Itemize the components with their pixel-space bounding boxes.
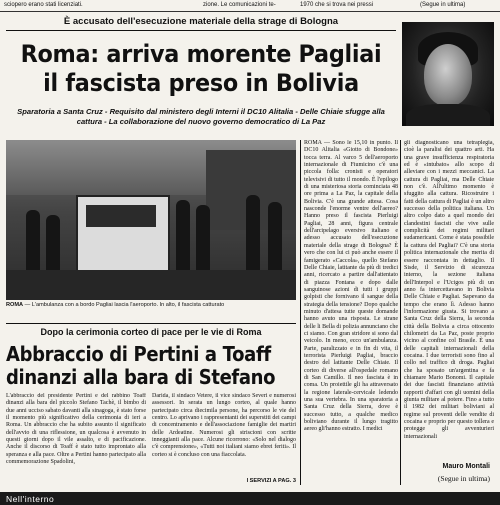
main-article-col2: ROMA — Sono le 15,10 in punto. Il DC10 Alitalia «Giotto di Bondone» tocca terra. Al varco 5 dell'aeroporto internazionale di Fiumicino c'è una piccola folla: cronisti e operatori televisivi di tutto il mondo. È l'epilogo di una misteriosa storia cominciata 48 ore prima a La Paz, la capitale della Bolivia. C'è una grande attesa. Cosa nasconde l'enorme ventre dell'aereo? Hanno preso il fascista Pierluigi Pagliai, 28 anni, figura centrale dell'arcipelago eversivo italiano e adesso accusato dell'esecuzione materiale della strage di Bologna? È vero che con lui ci può anche essere il famigerato «Caccola», quello Stefano Delle Chiaie, latitante da più di tredici anni, ricercato a partire dall'attentato di piazza Fontana e dopo dalle sanguinose azioni di tutti i gruppi golpisti che fornivano il sangue della strategia della tensione? Dopo qualche minuto d'attesa tutte queste domande hanno avuto una risposta. Le strane delle li Bella di polizia annunciano che ci siamo. Con gran stridore si sono dal veicolo. In meno, ecco un'ambulanza. Parte, paralizzato e in fin di vita, il terrorista Pierluigi Pagliai, braccio destro del latitante Delle Chiaie. Il corteo di diverse all'ospedale romano di San Camillo. Il neo fascista è in coma. Un proiettile gli ha attraversato la regione laterale-cervicale ledendo una sua vertebra. In una sparatoria a Santa Cruz della Sierra, dove è successo tutto, a qualche medico boliviano durante il lungo tragitto aereo gli'hanno estratto. I medici [304, 140, 398, 433]
second-article-col1: L'abbraccio del presidente Pertini e del rabbino Toaff dinanzi alla bara del piccolo Stefano Tachè, il bimbo di due anni ucciso sabato davanti alla sinagoga, è stato forse il momento più significativo della cerimonia di ieri a Roma. Un abbraccio che ha subito assunto il significato dell'avvio di una riflessione, un qualcosa è avvenuto in questi giorni dopo il vile assalto, e di pacificazione. Anche il discorso di Toaff è stato tutto improntato alla speranza e alla pace. Oltre a Pertini hanno partecipato alla commemorazione Spadolini, [6, 393, 146, 466]
section-label: Nell'interno [6, 494, 55, 504]
prev-article-tail-center2: 1970 che si trova nei pressi [300, 2, 374, 8]
column-rule-2 [400, 140, 401, 485]
caption-text: — L'ambulanza con a bordo Pagliai lascia l'aeroporto. In alto, il fascista catturato [23, 302, 225, 308]
caption-place: ROMA [6, 302, 24, 308]
main-article-col3: gli diagnosticano una tetraplegia, cioè la paralisi dei quattro arti. Ha una grave insufficienza respiratoria ed è «intubato» allo scopo di alleviare con i mezzi meccanici. La cattura di Pagliai, ma Delle Chiaie non c'è. All'ultimo momento è sfuggito alla cattura. Ricostruire i fatti della cattura di Pagliai è un altro successo della politica italiana. Un altro colpo dato a quel mondo dei clandestini fascisti che vive sulle complicità dei regimi militari sudamericani. Come è stata possibile la cattura del Pagliai? C'è una storia politica internazionale che merita di essere raccontata in dettaglio. Il Sisde, il Servizio di sicurezza interno, la sezione italiana dell'Interpol e l'Ucigos più di un anno fa intercettavano in Bolivia Delle Chiaie e Pagliai. Sapevano da tempo che erano lì. Adesso hanno l'informazione giusta. Si trovano a Santa Cruz della Sierra, la seconda città della Bolivia a circa ottocento chilometri da La Paz, poste proprio vicino al confine col Brasile. È una delle capitali internazionali della cocaina. I due terroristi sono fino al collo nel traffico di droga. Pagliai che ha sposato un'argentina e fa chiamare Mario Bonomi. Il capitale dei due fascisti finanziano attività rapporti d'affari con gli uomini della giunta militare al potere. Fino a tutto il 1982 dei militari boliviani al regime sul proventi delle vendite di cocaina e proprio per questo tollera e protegge gli avventurieri internazionali [404, 140, 494, 440]
continued-note: (Segue in ultima) [437, 474, 490, 483]
prev-article-tail-center: zione. Le comunicazioni te- [203, 2, 276, 8]
second-headline-line1: Abbraccio di Pertini a Toaff [6, 342, 271, 366]
second-headline [6, 342, 276, 389]
second-headline-line2: dinanzi alla bara di Stefano [6, 365, 276, 389]
prev-article-tail: sciopero erano stati licenziati. [4, 2, 83, 8]
main-headline-line2: il fascista preso in Bolivia [43, 69, 359, 97]
main-headline-line1: Roma: arriva morente Pagliai [20, 40, 382, 68]
story-divider [6, 323, 296, 324]
ambulance-photo [6, 140, 296, 300]
kicker-rule [6, 30, 396, 31]
main-kicker: È accusato dell'esecuzione materiale della strage di Bologna [63, 16, 339, 27]
top-continuation-strip [0, 0, 500, 12]
suspect-portrait-photo [402, 22, 494, 126]
services-reference: I SERVIZI A PAG. 3 [246, 478, 296, 484]
photo-caption [6, 302, 296, 309]
second-kicker: Dopo la cerimonia corteo di pace per le vie di Roma [40, 327, 262, 337]
column-rule-1 [300, 140, 301, 485]
main-headline [20, 40, 383, 98]
section-bar [0, 492, 500, 505]
second-article-col2: Darida, il sindaco Vetere, il vice sindaco Severi e numerosi assessori. In serata un lungo corteo, al quale hanno partecipato circa diecimila persone, ha percorso le vie del centro. Lo aprivano i rappresentanti dei superstiti dei campi di concentramento e dell'associazione famiglie dei martiri delle Ardeatine. Numerosi gli striscioni con scritte inneggianti alla pace. Alcune ricorrono: «Solo nel dialogo c'è comprensione», «Tutti noi italiani siamo ebrei feriti». Il corteo si è concluso con una fiaccolata. [152, 393, 296, 458]
main-deck: Sparatoria a Santa Cruz - Requisito dal ministero degli Interni il DC10 Alitalia - Delle Chiaie sfugge alla cattura - La collaborazione del nuovo governo democratico di La Paz [17, 107, 385, 126]
prev-article-continued: (Segue in ultima) [420, 2, 466, 8]
author-byline: Mauro Montali [442, 463, 490, 470]
